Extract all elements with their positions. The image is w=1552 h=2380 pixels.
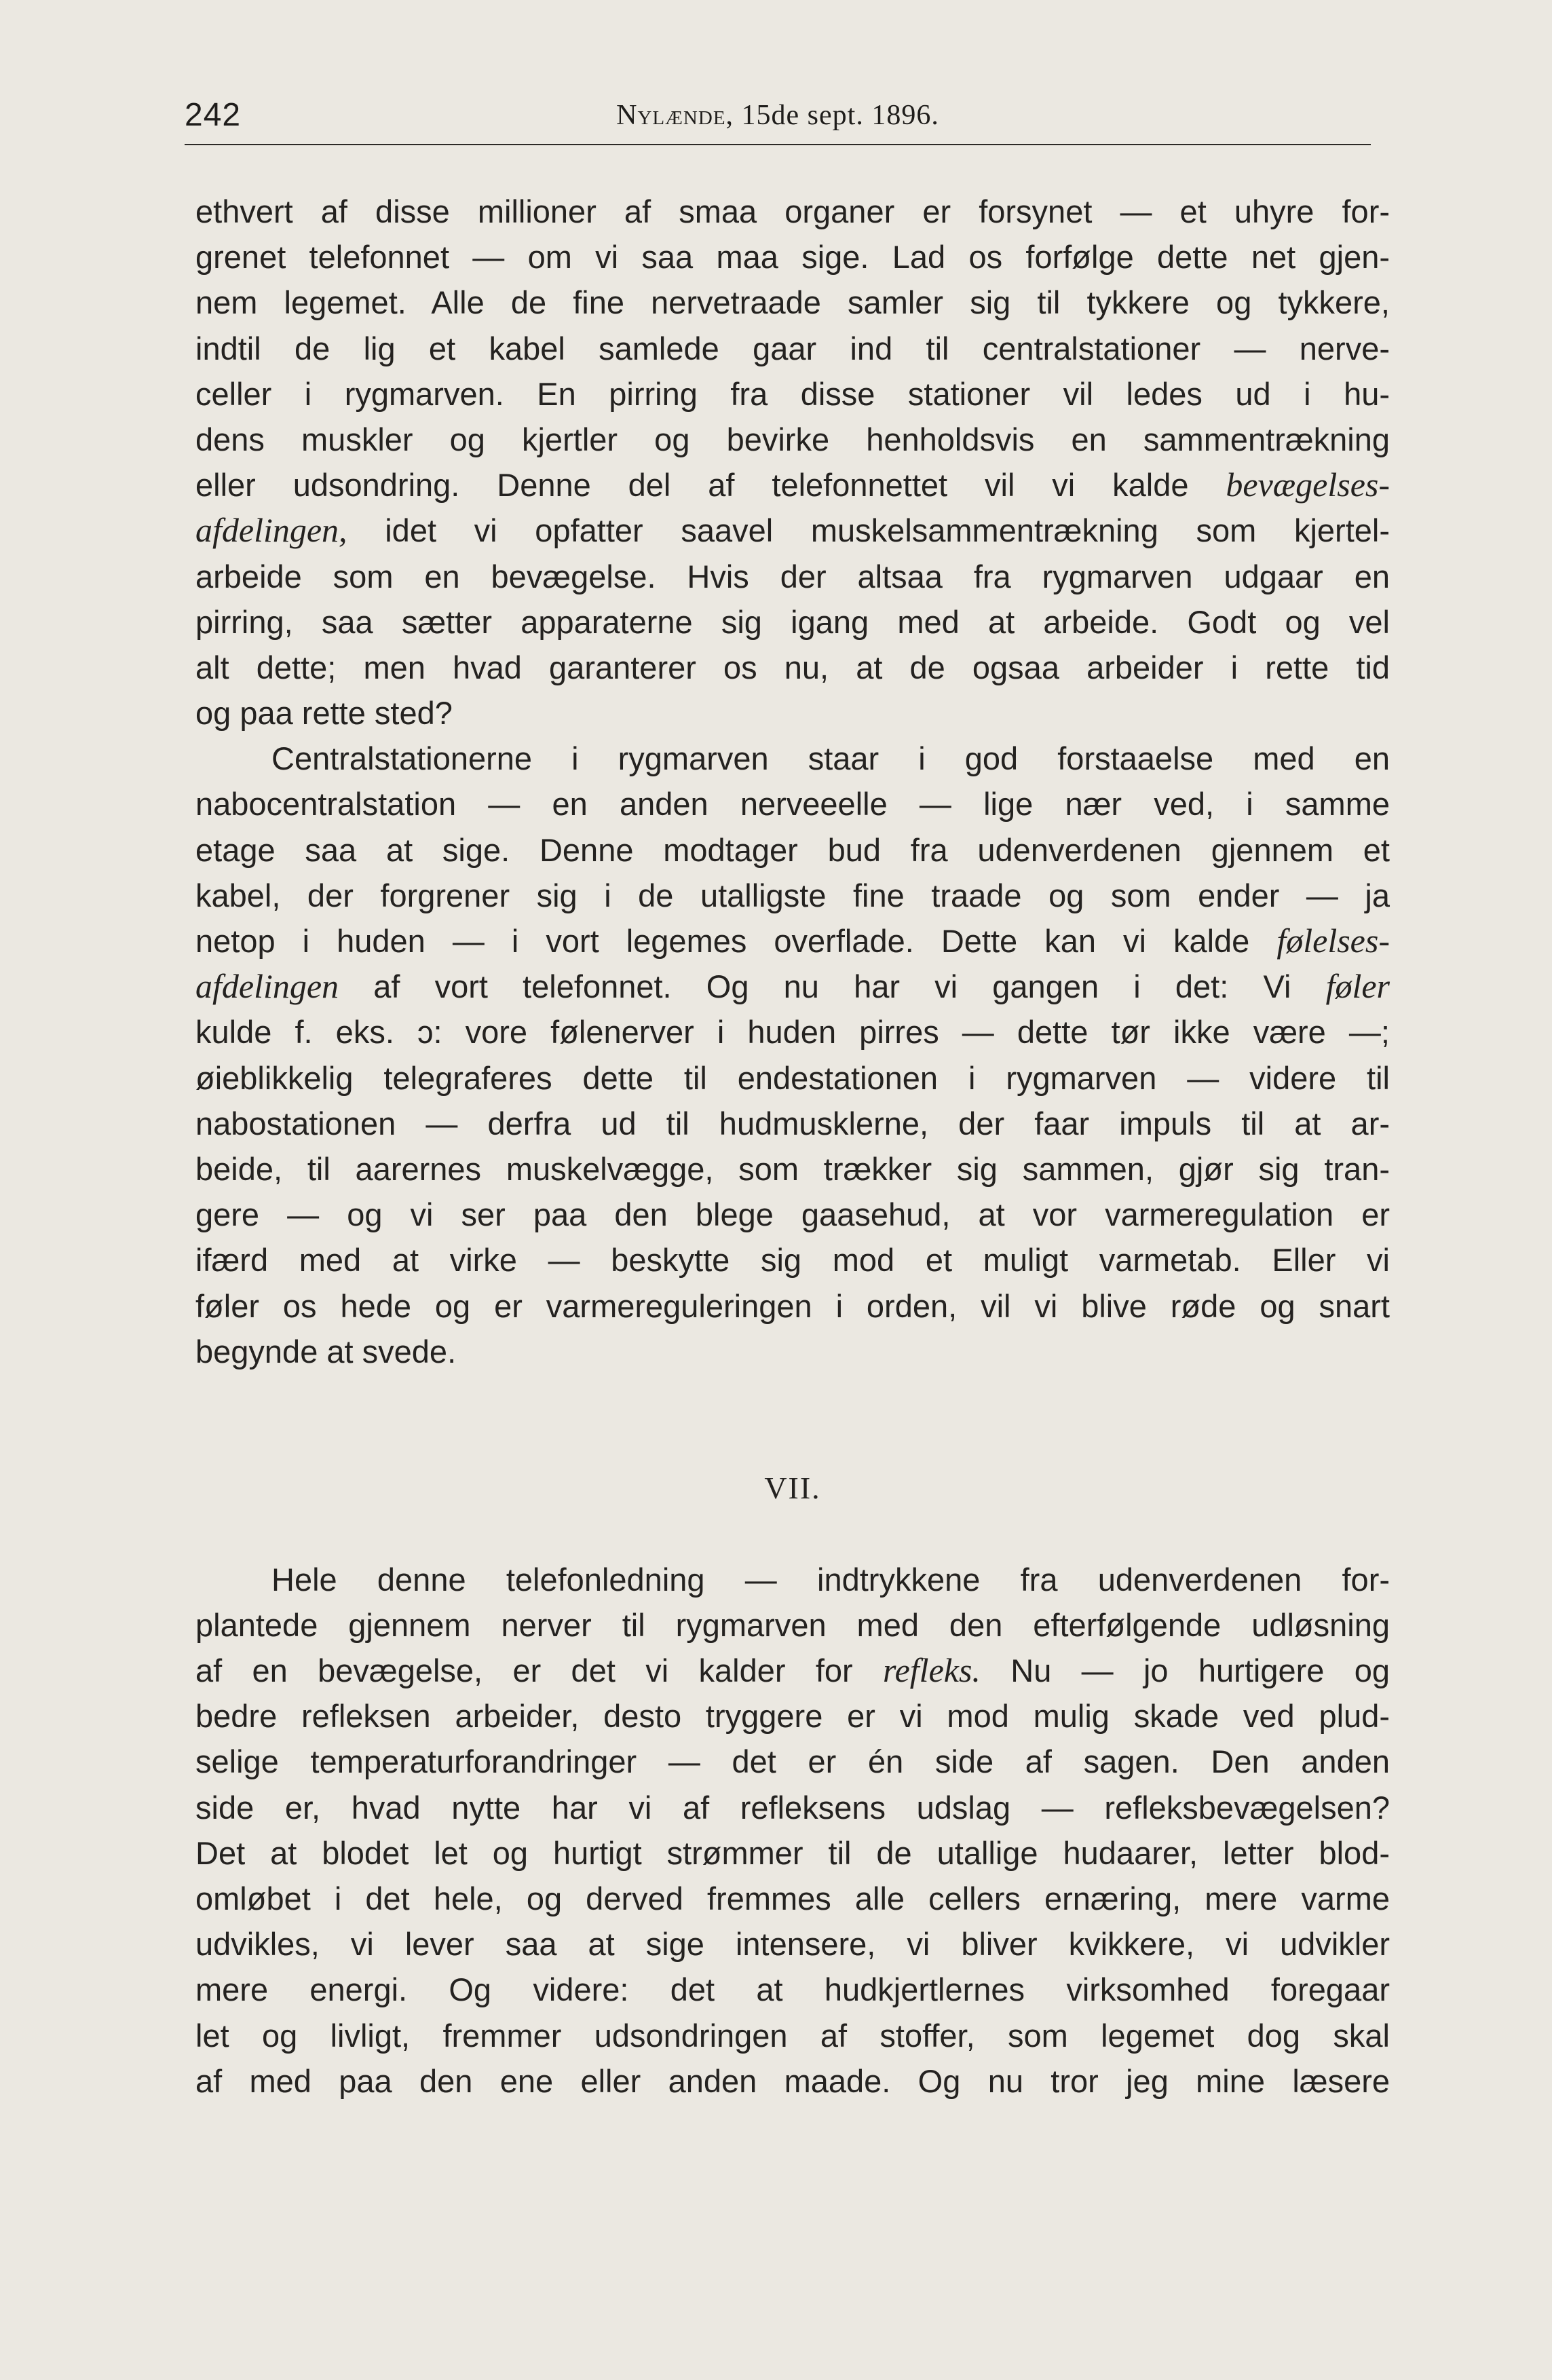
page-header (185, 87, 1371, 141)
text-line: og paa rette sted? (195, 695, 453, 732)
section-spacer (195, 1374, 1390, 1465)
text-line (195, 918, 1390, 964)
issue-date: 15de sept. 1896. (741, 100, 939, 131)
emphasized-term: bevægelses- (1226, 466, 1390, 504)
text-run: af vort telefonnet. Og nu har vi gangen i det: Vi (339, 968, 1326, 1005)
header-rule (185, 144, 1371, 145)
text-line: føler os hede og er varmereguleringen i orden, vil vi blive røde og snart (195, 1287, 1390, 1324)
text-line: side er, hvad nytte har vi af refleksens udslag — refleksbevægelsen? (195, 1789, 1390, 1826)
emphasized-term: følelses- (1276, 922, 1390, 960)
emphasized-term: afdelingen (195, 967, 339, 1006)
text-line: øieblikkelig telegraferes dette til endestationen i rygmarven — videre til (195, 1059, 1390, 1096)
text-line: indtil de lig et kabel samlede gaar ind til centralstationer — nerve- (195, 330, 1390, 366)
text-line: etage saa at sige. Denne modtager bud fra udenverdenen gjennem et (195, 831, 1390, 868)
body-text (195, 189, 1390, 2104)
text-line: Centralstationerne i rygmarven staar i god forstaaelse med en (271, 740, 1390, 777)
section-heading: VII. (764, 1471, 821, 1506)
text-line: selige temperaturforandringer — det er én side af sagen. Den anden (195, 1743, 1390, 1780)
text-line: plantede gjennem nerver til rygmarven med den efterfølgende udløsning (195, 1606, 1390, 1643)
text-run: eller udsondring. Denne del af telefonnettet vil vi kalde (195, 467, 1226, 504)
text-line (195, 1648, 1390, 1693)
text-run: Nu — jo hurtigere og (980, 1652, 1390, 1689)
journal-title: Nylænde, (616, 100, 734, 131)
text-line: begynde at svede. (195, 1333, 457, 1370)
text-line: arbeide som en bevægelse. Hvis der altsaa fra rygmarven udgaar en (195, 558, 1390, 594)
text-line (195, 508, 1390, 553)
emphasized-term: føler (1325, 967, 1390, 1006)
text-line: alt dette; men hvad garanterer os nu, at de ogsaa arbeider i rette tid (195, 649, 1390, 685)
text-line: ifærd med at virke — beskytte sig mod et muligt varmetab. Eller vi (195, 1242, 1390, 1279)
text-line: grenet telefonnet — om vi saa maa sige. Lad os forfølge dette net gjen- (195, 239, 1390, 276)
text-line: nem legemet. Alle de fine nervetraade samler sig til tykkere og tykkere, (195, 284, 1390, 321)
text-line: kulde f. eks. ɔ: vore følenerver i huden pirres — dette tør ikke være —; (195, 1014, 1390, 1051)
text-line: dens muskler og kjertler og bevirke henholdsvis en sammentrækning (195, 421, 1390, 457)
text-line: mere energi. Og videre: det at hudkjertlernes virksomhed foregaar (195, 1971, 1390, 2008)
text-run: idet vi opfatter saavel muskelsammentrækning som kjertel- (347, 512, 1390, 549)
text-line: pirring, saa sætter apparaterne sig igang med at arbeide. Godt og vel (195, 603, 1390, 640)
text-line: nabostationen — derfra ud til hudmusklerne, der faar impuls til at ar- (195, 1105, 1390, 1141)
page-number: 242 (185, 97, 242, 133)
text-line: af med paa den ene eller anden maade. Og nu tror jeg mine læsere (195, 2062, 1390, 2099)
text-line: Det at blodet let og hurtigt strømmer til de utallige hudaarer, letter blod- (195, 1834, 1390, 1871)
text-line: ethvert af disse millioner af smaa organer er forsynet — et uhyre for- (195, 193, 1390, 229)
text-line: kabel, der forgrener sig i de utalligste fine traade og som ender — ja (195, 877, 1390, 913)
running-head (185, 99, 1371, 132)
section-spacer (195, 1511, 1390, 1556)
text-run: netop i huden — i vort legemes overflade. Dette kan vi kalde (195, 923, 1277, 959)
text-line (195, 462, 1390, 508)
text-line: nabocentralstation — en anden nerveeelle — lige nær ved, i samme (195, 786, 1390, 823)
text-line: omløbet i det hele, og derved fremmes alle cellers ernæring, mere varme (195, 1880, 1390, 1916)
text-line: gere — og vi ser paa den blege gaasehud, at vor varmeregulation er (195, 1196, 1390, 1233)
text-line (195, 964, 1390, 1009)
text-line: udvikles, vi lever saa at sige intensere, vi bliver kvikkere, vi udvikler (195, 1926, 1390, 1963)
text-line: celler i rygmarven. En pirring fra disse stationer vil ledes ud i hu- (195, 375, 1390, 412)
text-line: Hele denne telefonledning — indtrykkene fra udenverdenen for- (271, 1561, 1390, 1598)
emphasized-term: refleks. (883, 1651, 981, 1690)
text-line: let og livligt, fremmer udsondringen af stoffer, som legemet dog skal (195, 2017, 1390, 2054)
emphasized-term: afdelingen, (195, 511, 347, 550)
text-line: bedre refleksen arbeider, desto tryggere er vi mod mulig skade ved plud- (195, 1698, 1390, 1735)
text-run: af en bevægelse, er det vi kalder for (195, 1652, 883, 1689)
text-line: beide, til aarernes muskelvægge, som trækker sig sammen, gjør sig tran- (195, 1150, 1390, 1187)
